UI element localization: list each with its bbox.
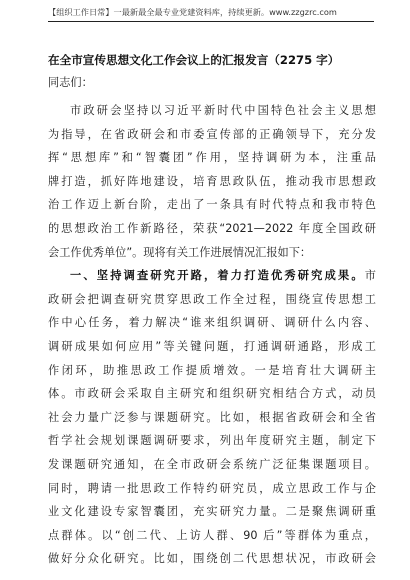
paragraph-line: 发课题研究通知，在全市政研会系统广泛征集课题项目。 bbox=[48, 457, 376, 471]
paragraph-line: 的思想政治工作新路径，荣获“2021—2022 年度全国政研 bbox=[48, 221, 376, 235]
paragraph-line: 哲学社会规划课题调研要求，列出年度研究主题，制定下 bbox=[48, 434, 376, 448]
section-heading-tail: 市 bbox=[364, 269, 376, 283]
paragraph-line: 点群体。以“创二代、上访人群、90 后”等群体为重点， bbox=[48, 528, 376, 542]
page-header: 【组织工作日常】一最新最全最专业党建资料库，持续更新。www.zzgzrc.com bbox=[48, 7, 337, 17]
paragraph-line: 同时，聘请一批思政工作特约研究员，成立思政工作与企 bbox=[48, 481, 376, 495]
paragraph-line: 社会力量广泛参与课题研究。比如，根据省政研会和全省 bbox=[48, 410, 376, 424]
salutation: 同志们： bbox=[48, 76, 93, 89]
section-heading-line bbox=[48, 264, 376, 288]
paragraph-line: 会工作优秀单位”。现将有关工作进展情况汇报如下： bbox=[48, 245, 312, 259]
paragraph-line: 政研会把调查研究贯穿思政工作全过程，围绕宣传思想工 bbox=[48, 292, 376, 306]
paragraph-line: 作闭环，助推思政工作提质增效。一是培育壮大调研主 bbox=[48, 363, 376, 377]
paragraph-line: 体。市政研会采取自主研究和组织研究相结合方式，动员 bbox=[48, 387, 376, 401]
paragraph-line: 治工作迈上新台阶，走出了一条具有时代特点和我市特色 bbox=[48, 198, 376, 212]
paragraph-line: 为指导，在省政研会和市委宣传部的正确领导下，充分发 bbox=[48, 127, 376, 141]
paragraph-line: 做好分众化研究。比如，围绕创二代思想状况，市政研会 bbox=[48, 552, 376, 566]
paragraph-line: 挥“思想库”和“智囊团”作用，坚持调研为本，注重品 bbox=[48, 151, 376, 165]
paragraph-line: 市政研会坚持以习近平新时代中国特色社会主义思想 bbox=[70, 104, 376, 117]
section-heading: 一、坚持调查研究开路，着力打造优秀研究成果。 bbox=[70, 269, 365, 283]
document-body bbox=[48, 99, 376, 571]
paragraph-line: 牌打造，抓好阵地建设，培育思政队伍，推动我市思想政 bbox=[48, 174, 376, 188]
paragraph-line: 调研成果如何应用”等关键问题，打通调研通路，形成工 bbox=[48, 339, 376, 353]
paragraph-line: 作中心任务，着力解决“谁来组织调研、调研什么内容、 bbox=[48, 316, 376, 330]
document-title: 在全市宣传思想文化工作会议上的汇报发言（2275 字） bbox=[48, 53, 340, 67]
paragraph-line: 业文化建设专家智囊团，充实研究力量。二是聚焦调研重 bbox=[48, 505, 376, 519]
header-divider bbox=[48, 21, 374, 22]
